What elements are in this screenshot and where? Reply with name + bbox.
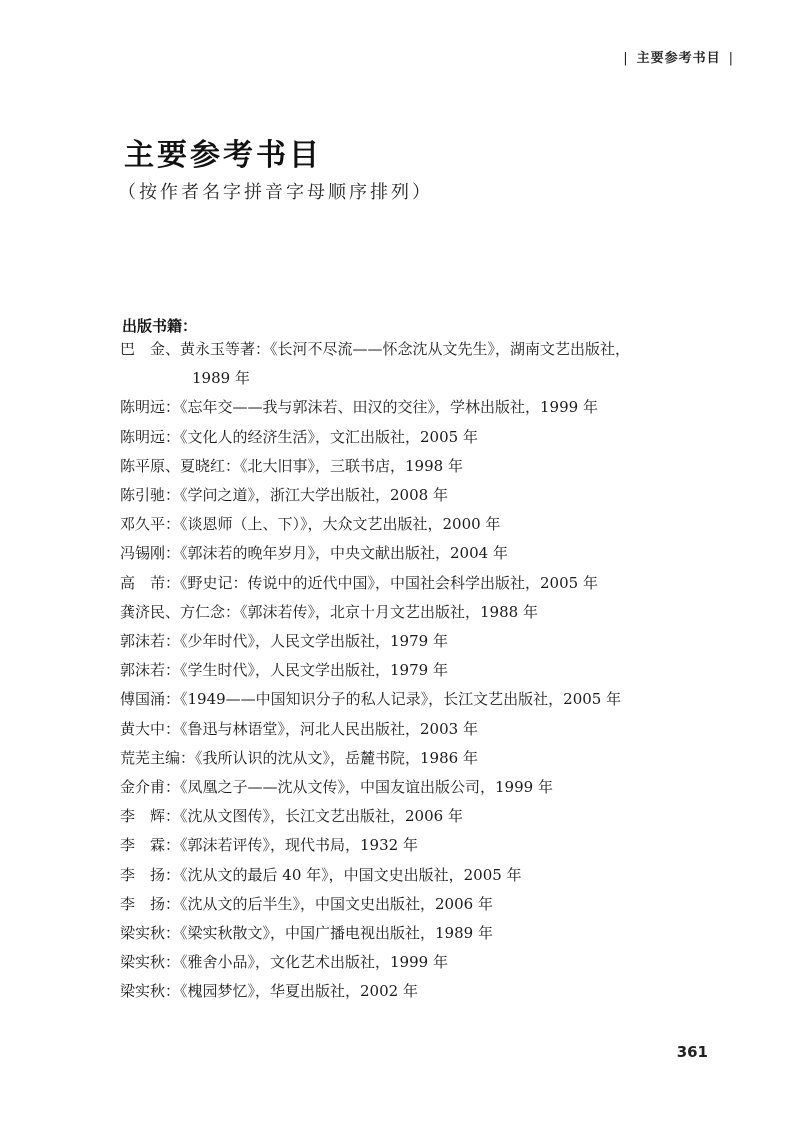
bibliography-entry: 高 芾：《野史记：传说中的近代中国》，中国社会科学出版社，2005 年 (120, 573, 598, 592)
bibliography-entry: 郭沫若：《少年时代》，人民文学出版社，1979 年 (120, 632, 448, 651)
bibliography-entry (120, 335, 740, 393)
bibliography-entry-text: 巴 金、黄永玉等著：《长河不尽流——怀念沈从文先生》，湖南文艺出版社， (120, 340, 631, 358)
bibliography-entry: 梁实秋：《梁实秋散文》，中国广播电视出版社，1989 年 (120, 924, 493, 943)
bibliography-entry: 陈明远：《忘年交——我与郭沫若、田汉的交往》，学林出版社，1999 年 (120, 398, 598, 417)
running-head-text: 主要参考书目 (636, 51, 721, 66)
section-heading: 出版书籍： (122, 317, 198, 335)
bibliography-entry: 陈平原、夏晓红：《北大旧事》，三联书店，1998 年 (120, 456, 463, 475)
page-number: 361 (676, 1043, 708, 1061)
bibliography-entry: 李 霖：《郭沫若评传》，现代书局，1932 年 (120, 836, 418, 855)
bibliography-entry: 龚济民、方仁念：《郭沫若传》，北京十月文艺出版社，1988 年 (120, 602, 538, 621)
page-subtitle: （按作者名字拼音字母顺序排列） (118, 182, 433, 203)
bibliography-entry: 陈明远：《文化人的经济生活》，文汇出版社，2005 年 (120, 427, 478, 446)
bibliography-entry: 傅国涌：《1949——中国知识分子的私人记录》，长江文艺出版社，2005 年 (120, 690, 622, 709)
bibliography-entry: 李 扬：《沈从文的最后 40 年》，中国文史出版社，2005 年 (120, 865, 522, 884)
bibliography-entry: 梁实秋：《槐园梦忆》，华夏出版社，2002 年 (120, 982, 418, 1001)
running-head-bar-left: | (623, 51, 629, 66)
bibliography-entry: 梁实秋：《雅舍小品》，文化艺术出版社，1999 年 (120, 953, 448, 972)
running-head-bar-right: | (728, 51, 734, 66)
bibliography-entry: 邓久平：《谈恩师（上、下）》，大众文艺出版社，2000 年 (120, 515, 501, 534)
bibliography-entry: 李 扬：《沈从文的后半生》，中国文史出版社，2006 年 (120, 894, 493, 913)
bibliography-list (120, 335, 740, 1007)
bibliography-entry: 荒芜主编：《我所认识的沈从文》，岳麓书院，1986 年 (120, 748, 478, 767)
bibliography-entry: 郭沫若：《学生时代》，人民文学出版社，1979 年 (120, 661, 448, 680)
bibliography-entry: 冯锡刚：《郭沫若的晚年岁月》，中央文献出版社，2004 年 (120, 544, 508, 563)
bibliography-entry: 金介甫：《凤凰之子——沈从文传》，中国友谊出版公司，1999 年 (120, 778, 553, 797)
bibliography-entry-continuation: 1989 年 (192, 369, 250, 388)
page-title: 主要参考书目 (124, 138, 322, 173)
bibliography-entry: 黄大中：《鲁迅与林语堂》，河北人民出版社，2003 年 (120, 719, 478, 738)
bibliography-entry: 李 辉：《沈从文图传》，长江文艺出版社，2006 年 (120, 807, 463, 826)
running-head (615, 47, 742, 66)
bibliography-entry: 陈引驰：《学问之道》，浙江大学出版社，2008 年 (120, 486, 448, 505)
